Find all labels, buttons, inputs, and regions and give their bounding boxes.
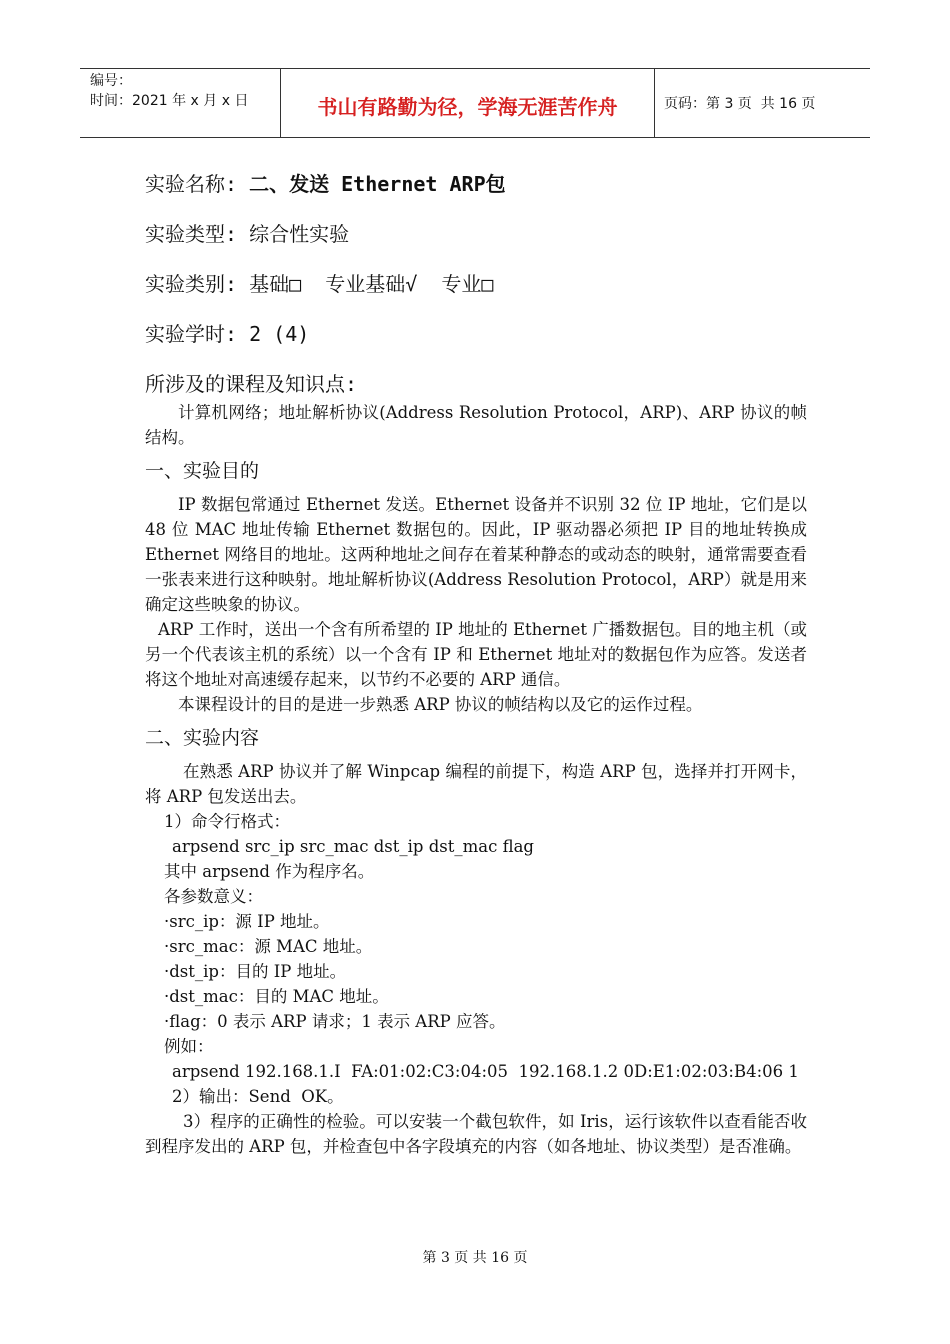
output-text: 2）输出：Send OK。 <box>172 1087 344 1106</box>
header-time-label: 时间：2021 年 x 月 x 日 <box>90 93 249 109</box>
param-item: ·src_ip：源 IP 地址。 <box>164 912 330 931</box>
params-label: 各参数意义： <box>164 887 263 906</box>
cmd-format: arpsend src_ip src_mac dst_ip dst_mac flag <box>172 837 534 856</box>
cmd-format-label: 1）命令行格式： <box>164 812 290 831</box>
param-item: ·dst_mac：目的 MAC 地址。 <box>164 987 389 1006</box>
experiment-name-value: 二、发送 Ethernet ARP包 <box>249 172 506 196</box>
header-meta <box>80 69 281 137</box>
section2-intro: 在熟悉 ARP 协议并了解 Winpcap 编程的前提下，构造 ARP 包，选择并打开网卡，将 ARP 包发送出去。 <box>145 762 807 806</box>
section1-paragraph: ARP 工作时，送出一个含有所希望的 IP 地址的 Ethernet 广播数据包。目的地主机（或另一个代表该主机的系统）以一个含有 IP 和 Ethernet 地址对的数据包作为应答。发送者将这个地址对高速缓存起来，以节约不必要的 ARP 通信。 <box>145 620 807 689</box>
experiment-category: 实验类别: 基础□ 专业基础√ 专业□ <box>145 272 494 296</box>
experiment-name <box>145 166 807 216</box>
program-name: 其中 arpsend 作为程序名。 <box>164 862 375 881</box>
section1-heading: 一、实验目的 <box>145 460 260 482</box>
param-item: ·flag：0 表示 ARP 请求；1 表示 ARP 应答。 <box>164 1012 506 1031</box>
header-page-text: 页码：第 3 页 共 16 页 <box>664 96 816 112</box>
example-command: arpsend 192.168.1.I FA:01:02:C3:04:05 192.168.1.2 0D:E1:02:03:B4:06 1 <box>172 1062 799 1081</box>
section1-paragraph: 本课程设计的目的是进一步熟悉 ARP 协议的帧结构以及它的运作过程。 <box>178 695 703 714</box>
section2-heading: 二、实验内容 <box>145 727 260 749</box>
section1-paragraph: IP 数据包常通过 Ethernet 发送。Ethernet 设备并不识别 32 位 IP 地址，它们是以 48 位 MAC 地址传输 Ethernet 数据包的。因此，IP 驱动器必须把 IP 目的地址转换成 Ethernet 网络目的地址。这两种地址之间存在着某种静态的或动态的映射，通常需要查看一张表来进行这种映射。地址解析协议(Address Resolution Protocol，ARP）就是用来确定这些映象的协议。 <box>145 495 807 614</box>
experiment-type: 实验类型: 综合性实验 <box>145 222 350 246</box>
knowledge-text: 计算机网络；地址解析协议(Address Resolution Protocol，ARP)、ARP 协议的帧结构。 <box>145 403 807 447</box>
document-header <box>80 68 870 138</box>
page-footer: 第 3 页 共 16 页 <box>422 1250 528 1266</box>
param-item: ·dst_ip：目的 IP 地址。 <box>164 962 347 981</box>
header-number-label: 编号： <box>90 73 132 89</box>
experiment-hours: 实验学时: 2 (4) <box>145 322 310 346</box>
document-body <box>145 166 807 1159</box>
check-text: 3）程序的正确性的检验。可以安装一个截包软件，如 Iris，运行该软件以查看能否收到程序发出的 ARP 包，并检查包中各字段填充的内容（如各地址、协议类型）是否准确。 <box>145 1112 807 1156</box>
example-label: 例如： <box>164 1037 214 1056</box>
header-page-info <box>655 69 870 137</box>
param-item: ·src_mac：源 MAC 地址。 <box>164 937 373 956</box>
knowledge-label: 所涉及的课程及知识点: <box>145 372 358 396</box>
experiment-name-label: 实验名称: <box>145 172 250 196</box>
header-motto: 书山有路勤为径，学海无涯苦作舟 <box>281 69 655 137</box>
